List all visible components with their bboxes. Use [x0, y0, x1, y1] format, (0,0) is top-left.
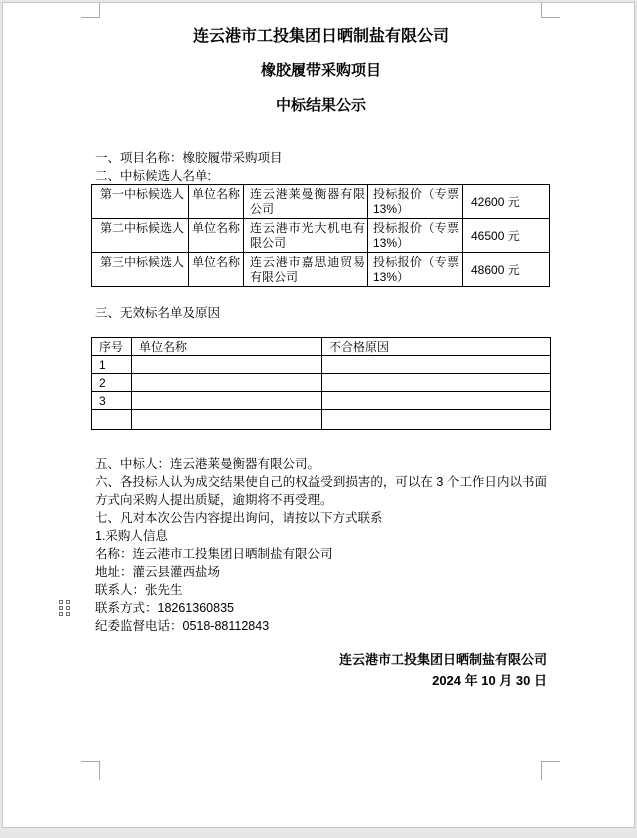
crop-mark-top-left-icon	[81, 3, 100, 18]
doc-title-company: 连云港市工投集团日晒制盐有限公司	[192, 28, 449, 45]
seq-cell: 3	[92, 392, 132, 410]
price-label: 投标报价（专票 13%）	[368, 253, 463, 287]
dot	[59, 600, 63, 604]
table-row	[92, 185, 550, 219]
section-winner: 五、中标人：连云港莱曼衡器有限公司。	[95, 457, 321, 471]
table-row	[92, 374, 551, 392]
candidate-rank: 第三中标候选人	[92, 253, 189, 287]
crop-mark-top-right-icon	[541, 3, 560, 18]
dot	[66, 600, 70, 604]
candidates-table	[91, 184, 550, 287]
candidate-company: 连云港市光大机电有限公司	[244, 219, 368, 253]
section-inquiry: 七、凡对本次公告内容提出询问，请按以下方式联系	[95, 511, 383, 525]
crop-mark-bottom-right-icon	[541, 761, 560, 780]
buyer-contact-person: 联系人：张先生	[95, 583, 183, 597]
signature-company: 连云港市工投集团日晒制盐有限公司	[338, 652, 547, 667]
buyer-address: 地址：灌云县灌西盐场	[95, 565, 221, 579]
price-label: 投标报价（专票 13%）	[368, 185, 463, 219]
reason-cell	[322, 410, 551, 430]
price-label: 投标报价（专票 13%）	[368, 219, 463, 253]
dot	[59, 606, 63, 610]
unit-label: 单位名称	[189, 219, 244, 253]
col-header-reason: 不合格原因	[322, 338, 551, 356]
seq-cell	[92, 410, 132, 430]
dot	[59, 612, 63, 616]
bid-amount: 48600 元	[463, 253, 550, 287]
signature-date: 2024 年 10 月 30 日	[432, 673, 547, 688]
section-project-name: 一、项目名称：橡胶履带采购项目	[95, 151, 283, 165]
unit-cell	[132, 392, 322, 410]
bid-amount: 42600 元	[463, 185, 550, 219]
candidate-company: 连云港莱曼衡器有限公司	[244, 185, 368, 219]
seq-cell: 2	[92, 374, 132, 392]
unit-cell	[132, 374, 322, 392]
reason-cell	[322, 356, 551, 374]
seq-cell: 1	[92, 356, 132, 374]
page	[2, 2, 635, 828]
unit-cell	[132, 356, 322, 374]
drag-dots-handle-icon[interactable]	[59, 600, 70, 616]
table-header-row	[92, 338, 551, 356]
unit-label: 单位名称	[189, 253, 244, 287]
reason-cell	[322, 374, 551, 392]
invalid-bids-table	[91, 337, 551, 430]
doc-title-project: 橡胶履带采购项目	[260, 62, 381, 79]
reason-cell	[322, 392, 551, 410]
section-candidates-heading: 二、中标候选人名单:	[95, 169, 211, 183]
dot	[66, 606, 70, 610]
doc-title-announcement: 中标结果公示	[275, 97, 366, 114]
col-header-seq: 序号	[92, 338, 132, 356]
col-header-unit: 单位名称	[132, 338, 322, 356]
candidate-rank: 第二中标候选人	[92, 219, 189, 253]
dot	[66, 612, 70, 616]
section-objection: 六、各投标人认为成交结果使自己的权益受到损害的，可以在 3 个工作日内以书面方式向采购人提出质疑，逾期将不再受理。	[95, 475, 547, 507]
buyer-info-heading: 1.采购人信息	[95, 529, 168, 543]
table-row	[92, 410, 551, 430]
crop-mark-bottom-left-icon	[81, 761, 100, 780]
table-row	[92, 356, 551, 374]
table-row	[92, 253, 550, 287]
unit-cell	[132, 410, 322, 430]
table-row	[92, 392, 551, 410]
section-invalid-heading: 三、无效标名单及原因	[95, 306, 221, 320]
table-row	[92, 219, 550, 253]
buyer-contact-phone: 联系方式：18261360835	[95, 601, 234, 615]
buyer-name: 名称：连云港市工投集团日晒制盐有限公司	[95, 547, 333, 561]
candidate-rank: 第一中标候选人	[92, 185, 189, 219]
supervision-phone: 纪委监督电话：0518-88112843	[95, 619, 270, 633]
bid-amount: 46500 元	[463, 219, 550, 253]
candidate-company: 连云港市嘉思迪贸易有限公司	[244, 253, 368, 287]
unit-label: 单位名称	[189, 185, 244, 219]
